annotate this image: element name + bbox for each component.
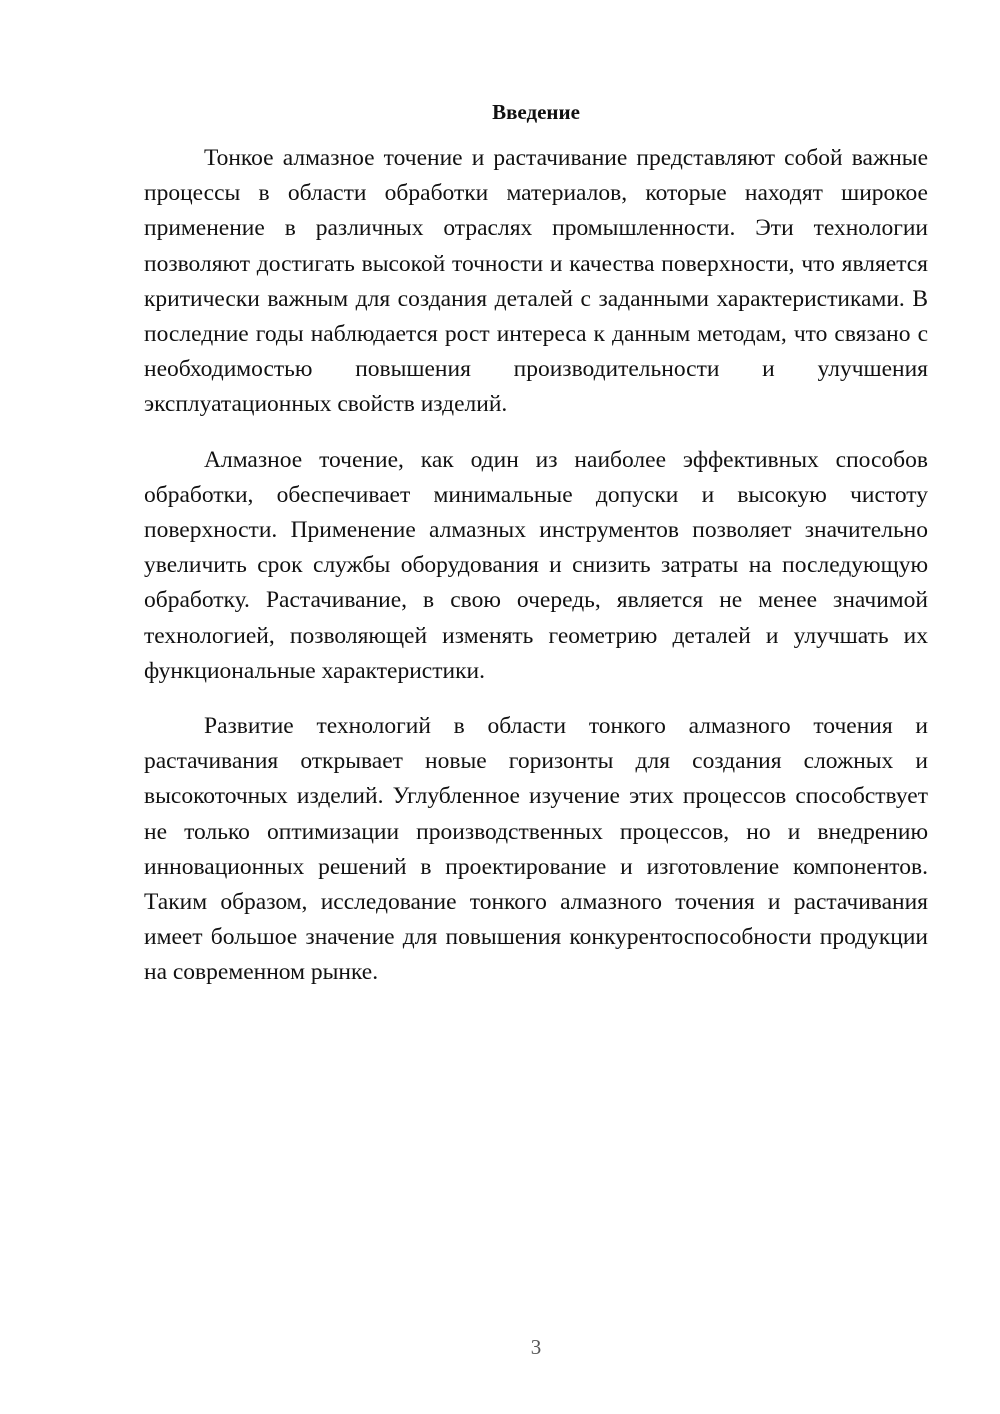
paragraph-3: Развитие технологий в области тонкого алмазного точения и растачивания открывает новые горизонты для создания сложных и высокоточных изделий. Углубленное изучение этих процессов способствует не только оптимизации производственных процессов, но и внедрению инновационных решений в проектирование и изготовление компонентов. Таким образом, исследование тонкого алмазного точения и растачивания имеет большое значение для повышения конкурентоспособности продукции на современном рынке. — [144, 713, 928, 986]
paragraph-1: Тонкое алмазное точение и растачивание представляют собой важные процессы в области обработки материалов, которые находят широкое применение в различных отраслях промышленности. Эти технологии позволяют достигать высокой точности и качества поверхности, что является критически важным для создания деталей с заданными характеристиками. В последние годы наблюдается рост интереса к данным методам, что связано с необходимостью повышения производительности и улучшения эксплуатационных свойств изделий. — [144, 145, 928, 418]
body-text — [144, 141, 928, 1011]
page-title: Введение — [492, 100, 580, 124]
paragraph-2: Алмазное точение, как один из наиболее эффективных способов обработки, обеспечивает минимальные допуски и высокую чистоту поверхности. Применение алмазных инструментов позволяет значительно увеличить срок службы оборудования и снизить затраты на последующую обработку. Растачивание, в свою очередь, является не менее значимой технологией, позволяющей изменять геометрию деталей и улучшать их функциональные характеристики. — [144, 446, 928, 684]
page-number: 3 — [530, 1335, 542, 1359]
